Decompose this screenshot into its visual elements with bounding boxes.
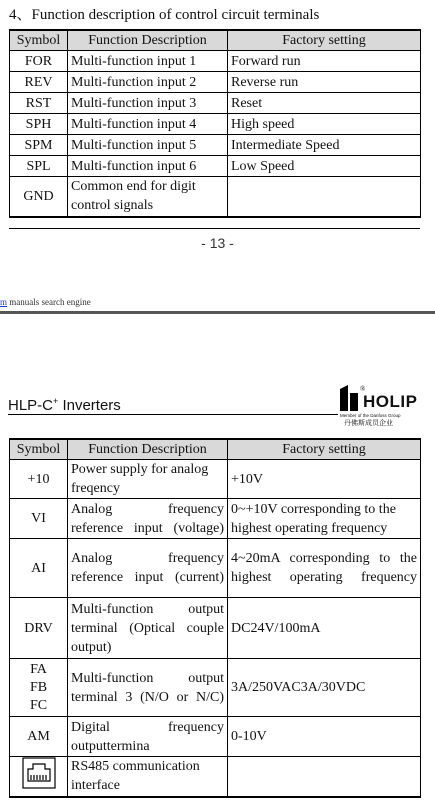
setting-cell: Low Speed [228,156,421,177]
registered-mark: ® [360,385,366,393]
description-cell: Multi-function input 2 [68,72,228,93]
table-row [10,72,421,93]
document-title-model: HLP-C [8,397,54,414]
setting-cell [228,757,421,797]
description-cell: Power supply for analog freqency [68,460,228,499]
description-cell: Multi-function output terminal 3 (N/O or N/C) [68,659,228,717]
page-number: - 13 - [201,235,234,251]
setting-cell: Reverse run [228,72,421,93]
table-row [10,499,421,539]
description-cell: Multi-function input 6 [68,156,228,177]
table-row [10,598,421,659]
setting-cell: 3A/250VAC3A/30VDC [228,659,421,717]
table-row [10,156,421,177]
rs485-port-icon [22,757,56,789]
description-cell: Multi-function output terminal (Optical couple output) [68,598,228,659]
symbol-cell: FA FB FC [10,659,68,717]
table-row [10,51,421,72]
column-header-symbol: Symbol [10,30,68,51]
description-cell: RS485 communication interface [68,757,228,797]
logo-tagline: Member of the Danfoss Group [340,413,401,418]
symbol-cell [10,757,68,797]
description-cell: Common end for digit control signals [68,177,228,217]
table-row [10,659,421,717]
column-header-symbol: Symbol [10,439,68,460]
symbol-cell: SPH [10,114,68,135]
document-title-sup: + [53,396,59,406]
setting-cell: +10V [228,460,421,499]
setting-cell: DC24V/100mA [228,598,421,659]
document-title [8,396,121,414]
symbol-cell: FOR [10,51,68,72]
description-cell: Analog frequency reference input (current) [68,539,228,598]
column-header-description: Function Description [68,439,228,460]
page-separator [0,311,435,314]
setting-cell: Reset [228,93,421,114]
symbol-cell: RST [10,93,68,114]
table-row [10,135,421,156]
description-cell: Multi-function input 5 [68,135,228,156]
header-rule [8,414,338,415]
symbol-cell: AM [10,717,68,757]
holip-wordmark: HOLIP [363,392,418,411]
description-cell: Digital frequency outputtermina [68,717,228,757]
column-header-setting: Factory setting [228,30,421,51]
setting-cell: 0-10V [228,717,421,757]
logo-chinese: 丹佛斯成员企业 [344,419,393,427]
setting-cell [228,177,421,217]
analog-terminal-table [9,438,421,798]
column-header-setting: Factory setting [228,439,421,460]
description-cell: Multi-function input 3 [68,93,228,114]
symbol-cell: VI [10,499,68,539]
section-heading: 4、Function description of control circuit terminals [9,7,320,23]
description-cell: Multi-function input 1 [68,51,228,72]
table-row [10,177,421,217]
control-terminal-table [9,29,421,218]
symbol-cell: SPM [10,135,68,156]
symbol-cell: REV [10,72,68,93]
setting-cell: Intermediate Speed [228,135,421,156]
footer-watermark [0,297,91,307]
holip-logo [338,385,428,427]
document-title-rest: Inverters [58,397,121,414]
table-row [10,757,421,797]
table-header-row [10,30,421,51]
symbol-cell: AI [10,539,68,598]
holip-mark-icon [340,385,360,411]
page-bottom-rule [9,228,420,229]
description-cell: Multi-function input 4 [68,114,228,135]
symbol-cell: GND [10,177,68,217]
setting-cell: High speed [228,114,421,135]
table-row [10,460,421,499]
table-header-row [10,439,421,460]
footer-link[interactable]: m [0,297,8,307]
setting-cell: 0~+10V corresponding to the highest operating frequency [228,499,421,539]
setting-cell: 4~20mA corresponding to the highest operating frequency [228,539,421,598]
symbol-cell: DRV [10,598,68,659]
table-row [10,114,421,135]
symbol-cell: +10 [10,460,68,499]
table-row [10,539,421,598]
table-row [10,717,421,757]
table-row [10,93,421,114]
setting-cell: Forward run [228,51,421,72]
column-header-description: Function Description [68,30,228,51]
symbol-cell: SPL [10,156,68,177]
footer-text: manuals search engine [7,297,91,307]
description-cell: Analog frequency reference input (voltage) [68,499,228,539]
